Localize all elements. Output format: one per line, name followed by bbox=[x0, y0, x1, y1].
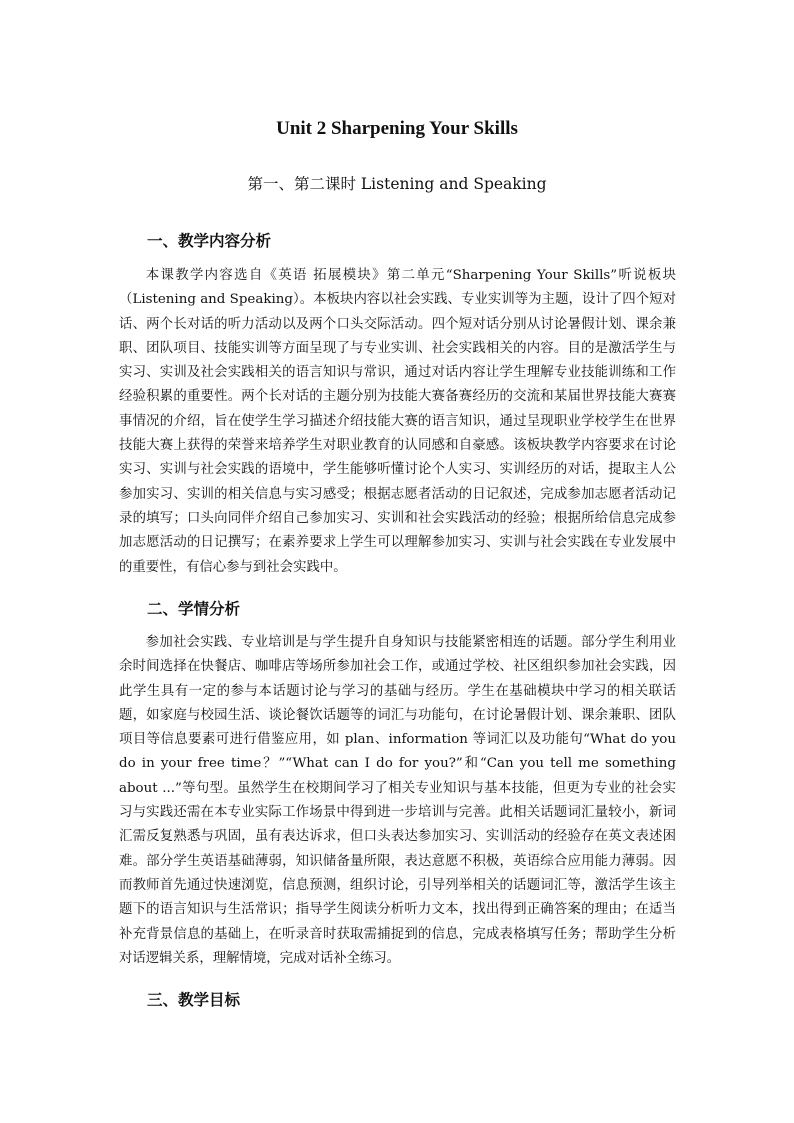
document-subtitle: 第一、第二课时 Listening and Speaking bbox=[247, 175, 547, 193]
section-heading-teaching-goals: 三、教学目标 bbox=[147, 990, 241, 1009]
document-title: Unit 2 Sharpening Your Skills bbox=[276, 118, 518, 139]
section-heading-student-analysis: 二、学情分析 bbox=[147, 599, 241, 618]
section-paragraph-student-analysis: 参加社会实践、专业培训是与学生提升自身知识与技能紧密相连的话题。部分学生利用业余时间选择在快餐店、咖啡店等场所参加社会工作，或通过学校、社区组织参加社会实践，因此学生具有一定的参与本话题讨论与学习的基础与经历。学生在基础模块中学习的相关联话题，如家庭与校园生活、谈论餐饮话题等的词汇与功能句，在讨论暑假计划、课余兼职、团队项目等信息要素可进行借鉴应用，如 plan、information 等词汇以及功能句“What do you do in your free time？”“What can I do for you?”和“Can you tell me something about ...”等句型。虽然学生在校期间学习了相关专业知识与基本技能，但更为专业的社会实习与实践还需在本专业实际工作场景中得到进一步培训与完善。此相关话题词汇量较小，新词汇需反复熟悉与巩固，虽有表达诉求，但口头表达参加实习、实训活动的经验存在英文表述困难。部分学生英语基础薄弱，知识储备量所限，表达意愿不积极，英语综合应用能力薄弱。因而教师首先通过快速浏览，信息预测，组织讨论，引导列举相关的话题词汇等，激活学生该主题下的语言知识与生活常识；指导学生阅读分析听力文本，找出得到正确答案的理由；在适当补充背景信息的基础上，在听录音时获取需捕捉到的信息，完成表格填写任务；帮助学生分析对话逻辑关系，理解情境，完成对话补全练习。 bbox=[119, 635, 676, 966]
section-heading-content-analysis: 一、教学内容分析 bbox=[147, 231, 272, 250]
section-paragraph-content-analysis: 本课教学内容选自《英语 拓展模块》第二单元“Sharpening Your Skills”听说板块（Listening and Speaking）。本板块内容以社会实践、专业实训等为主题，设计了四个短对话、两个长对话的听力活动以及两个口头交际活动。四个短对话分别从讨论暑假计划、课余兼职、团队项目、技能实训等方面呈现了与专业实训、社会实践相关的内容。目的是激活学生与实习、实训及社会实践相关的语言知识与常识，通过对话内容让学生理解专业技能训练和工作经验积累的重要性。两个长对话的主题分别为技能大赛备赛经历的交流和某届世界技能大赛赛事情况的介绍，旨在使学生学习描述介绍技能大赛的语言知识，通过呈现职业学校学生在世界技能大赛上获得的荣誉来培养学生对职业教育的认同感和自豪感。该板块教学内容要求在讨论实习、实训与社会实践的语境中，学生能够听懂讨论个人实习、实训经历的对话，提取主人公参加实习、实训的相关信息与实习感受；根据志愿者活动的日记叙述，完成参加志愿者活动记录的填写；口头向同伴介绍自己参加实习、实训和社会实践活动的经验；根据所给信息完成参加志愿活动的日记撰写；在素养要求上学生可以理解参加实习、实训与社会实践在专业发展中的重要性，有信心参与到社会实践中。 bbox=[119, 268, 676, 575]
